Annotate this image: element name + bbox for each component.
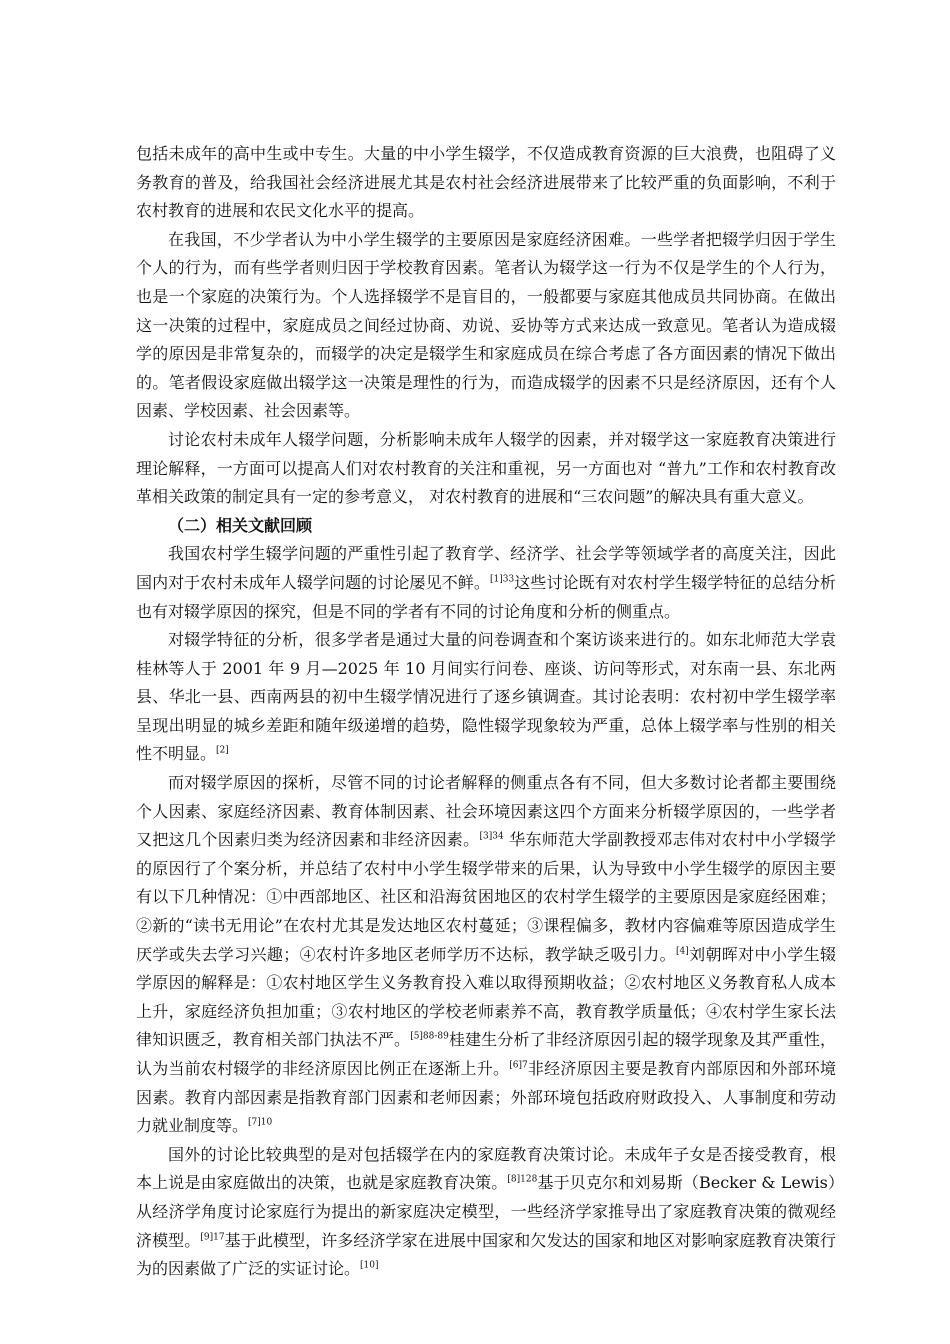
citation: [10] — [360, 1260, 379, 1271]
paragraph-7 — [136, 1141, 836, 1284]
text-run: 对辍学特征的分析，很多学者是通过大量的问卷调查和个案访谈来进行的。如东北师范大学袁桂林等人于 2001 年 9 月—2025 年 10 月间实行问卷、座谈、访问等形式，对东南一县、东北两县、华北一县、西南两县的初中生辍学情况进行了逐乡镇调查。其讨论表明：农村初中学生辍学率呈现出明显的城乡差距和随年级递增的趋势，隐性辍学现象较为严重，总体上辍学率与性别的相关性不明显。 — [136, 630, 836, 764]
citation: [2] — [216, 746, 229, 757]
citation: [6]7 — [509, 1060, 528, 1071]
section-heading: （二）相关文献回顾 — [168, 515, 313, 535]
text-run: 我国农村学生辍学问题的严重性引起了教育学、经济学、社会学等领域学者的高度关注，因此国内对于农村未成年人辍学问题的讨论屡见不鲜。 — [136, 544, 836, 592]
paragraph-4 — [136, 540, 836, 626]
text-run: 桂建生分析了非经济原因引起的辍学现象及其严重性，认为当前农村辍学的非经济原因比例正在逐渐上升。 — [136, 1030, 836, 1078]
citation: [3]34 — [479, 831, 504, 842]
citation: [5]88-89 — [410, 1032, 449, 1043]
text-run: 基于此模型，许多经济学家在进展中国家和欠发达的国家和地区对影响家庭教育决策行为的因素做了广泛的实证讨论。 — [136, 1230, 836, 1279]
paragraph-6 — [136, 769, 836, 1141]
paragraph-3: 讨论农村未成年人辍学问题，分析影响未成年人辍学的因素，并对辍学这一家庭教育决策进行理论解释，一方面可以提高人们对农村教育的关注和重视，另一方面也对 “普九”工作和农村教育改革相关政策的制定具有一定的参考意义， 对农村教育的进展和“三农问题”的解决具有重大意义。 — [136, 429, 836, 507]
citation: [9]17 — [200, 1232, 225, 1243]
text-run: 这些讨论既有对农村学生辍学特征的总结分析也有对辍学原因的探究，但是不同的学者有不同的讨论角度和分析的侧重点。 — [136, 572, 836, 621]
citation: [8]128 — [507, 1175, 538, 1186]
paragraph-5 — [136, 626, 836, 769]
paragraph-1: 包括未成年的高中生或中专生。大量的中小学生辍学，不仅造成教育资源的巨大浪费，也阻碍了义务教育的普及，给我国社会经济进展尤其是农村社会经济进展带来了比较严重的负面影响，不利于农村教育的进展和农民文化水平的提高。 — [136, 144, 836, 221]
document-page — [136, 140, 836, 1284]
text-run: 基于贝克尔和刘易斯（Becker & Lewis）从经济学角度讨论家庭行为提出的新家庭决定模型，一些经济学家推导出了家庭教育决策的微观经济模型。 — [136, 1173, 836, 1250]
citation: [4] — [675, 946, 689, 957]
text-run: 而对辍学原因的探析，尽管不同的讨论者解释的侧重点各有不同，但大多数讨论者都主要围绕个人因素、家庭经济因素、教育体制因素、社会环境因素这四个方面来分析辍学原因的，一些学者又把这几个因素归类为经济因素和非经济因素。 — [136, 773, 836, 850]
citation: [1]33 — [489, 574, 515, 585]
text-run: 非经济原因主要是教育内部原因和外部环境因素。教育内部因素是指教育部门因素和老师因素；外部环境包括政府财政投入、人事制度和劳动力就业制度等。 — [136, 1059, 836, 1136]
citation: [7]10 — [248, 1117, 273, 1128]
text-run: 国外的讨论比较典型的是对包括辍学在内的家庭教育决策讨论。未成年子女是否接受教育，根本上说是由家庭做出的决策，也就是家庭教育决策。 — [136, 1144, 836, 1193]
paragraph-2: 在我国，不少学者认为中小学生辍学的主要原因是家庭经济困难。一些学者把辍学归因于学生个人的行为，而有些学者则归因于学校教育因素。笔者认为辍学这一行为不仅是学生的个人行为，也是一个家庭的决策行为。个人选择辍学不是盲目的，一般都要与家庭其他成员共同协商。在做出这一决策的过程中，家庭成员之间经过协商、劝说、妥协等方式来达成一致意见。笔者认为造成辍学的原因是非常复杂的，而辍学的决定是辍学生和家庭成员在综合考虑了各方面因素的情况下做出的。笔者假设家庭做出辍学这一决策是理性的行为，而造成辍学的因素不只是经济原因，还有个人因素、学校因素、社会因素等。 — [136, 229, 836, 421]
text-run: 华东师范大学副教授邓志伟对农村中小学辍学的原因行了个案分析，并总结了农村中小学生辍学带来的后果，认为导致中小学生辍学的原因主要有以下几种情况：①中西部地区、社区和沿海贫困地区的农村学生辍学的主要原因是家庭经困难；②新的“读书无用论”在农村尤其是发达地区农村蔓延；③课程偏多，教材内容偏难等原因造成学生厌学或失去学习兴趣；④农村许多地区老师学历不达标，教学缺乏吸引力。 — [136, 830, 836, 964]
text-run: 刘朝晖对中小学生辍学原因的解释是：①农村地区学生义务教育投入难以取得预期收益；②农村地区义务教育私人成本上升，家庭经济负担加重；③农村地区的学校老师素养不高，教育教学质量低；④农村学生家长法律知识匮乏，教育相关部门执法不严。 — [136, 944, 836, 1050]
